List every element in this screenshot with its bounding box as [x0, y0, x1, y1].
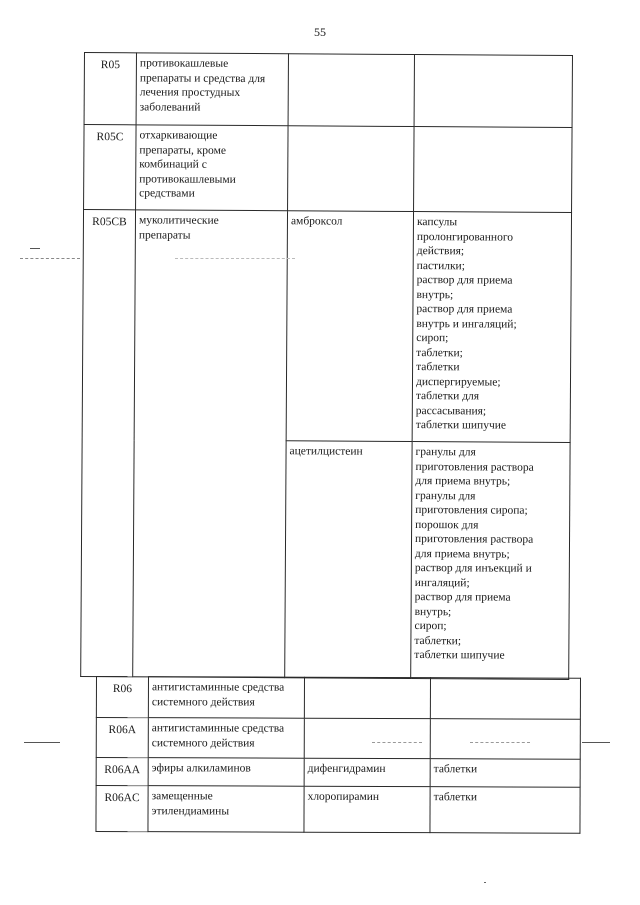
- group-name-cell: эфиры алкиламинов: [148, 758, 304, 787]
- atc-code-cell: R05: [84, 53, 136, 125]
- group-name-cell: антигистаминные средства системного действия: [148, 718, 304, 759]
- group-name-cell: муколитические препараты: [133, 210, 288, 678]
- dosage-forms-cell: таблетки: [430, 759, 580, 788]
- atc-code-cell: R06A: [96, 718, 148, 758]
- drug-table-upper: [80, 52, 573, 680]
- table-row: [96, 786, 580, 834]
- dosage-forms-cell: гранулы для приготовления раствора для приема внутрь; гранулы для приготовления сиропа; порошок для приготовления раствора для приема внутрь; раствор для инъекций и ингаляций; раствор для приема внутрь; сироп; таблетки; таблетки шипучие: [411, 442, 570, 680]
- scan-speck: [484, 882, 486, 883]
- scan-line-artifact: [175, 258, 295, 259]
- table-row: [84, 125, 573, 213]
- scan-line-artifact: [470, 742, 530, 743]
- scan-line-artifact: [20, 258, 80, 259]
- substance-cell: [304, 677, 430, 718]
- table-row: [96, 758, 580, 788]
- substance-cell: амброксол: [286, 211, 413, 442]
- atc-code-cell: R06AA: [96, 758, 148, 786]
- scan-line-artifact: [372, 742, 422, 743]
- substance-cell: хлоропирамин: [304, 786, 430, 832]
- dosage-forms-cell: [414, 55, 572, 128]
- substance-cell: дифенгидрамин: [304, 758, 430, 786]
- substance-cell: [288, 54, 414, 127]
- table-row: [84, 53, 572, 128]
- table-row: [96, 677, 580, 720]
- atc-code-cell: R05C: [84, 125, 137, 210]
- table-row: [82, 210, 571, 443]
- substance-cell: [288, 126, 415, 212]
- dosage-forms-cell: капсулы пролонгированного действия; пастилки; раствор для приема внутрь; раствор для приема внутрь и ингаляций; сироп; таблетки; таблетки диспергируемые; таблетки для рассасывания; таблетки шипучие: [412, 212, 571, 443]
- group-name-cell: антигистаминные средства системного действия: [148, 677, 304, 719]
- group-name-cell: противокашлевые препараты и средства для лечения простудных заболеваний: [136, 53, 288, 126]
- dosage-forms-cell: [414, 127, 573, 213]
- scan-line-artifact: [582, 742, 610, 743]
- scan-line-artifact: [30, 248, 40, 249]
- atc-code-cell: R05CB: [81, 210, 136, 677]
- group-name-cell: отхаркивающие препараты, кроме комбинаций с противокашлевыми средствами: [136, 125, 289, 211]
- dosage-forms-cell: таблетки: [430, 787, 580, 834]
- substance-cell: ацетилцистеин: [285, 441, 412, 679]
- atc-code-cell: R06: [96, 677, 148, 718]
- dosage-forms-cell: [430, 719, 580, 760]
- drug-table-lower: [95, 676, 581, 834]
- page-number: 55: [314, 25, 326, 39]
- table-row: [96, 718, 580, 760]
- substance-cell: [304, 718, 430, 758]
- atc-code-cell: R06AC: [96, 786, 148, 832]
- dosage-forms-cell: [430, 678, 580, 720]
- scan-line-artifact: [24, 742, 60, 743]
- group-name-cell: замещенные этилендиамины: [148, 786, 304, 833]
